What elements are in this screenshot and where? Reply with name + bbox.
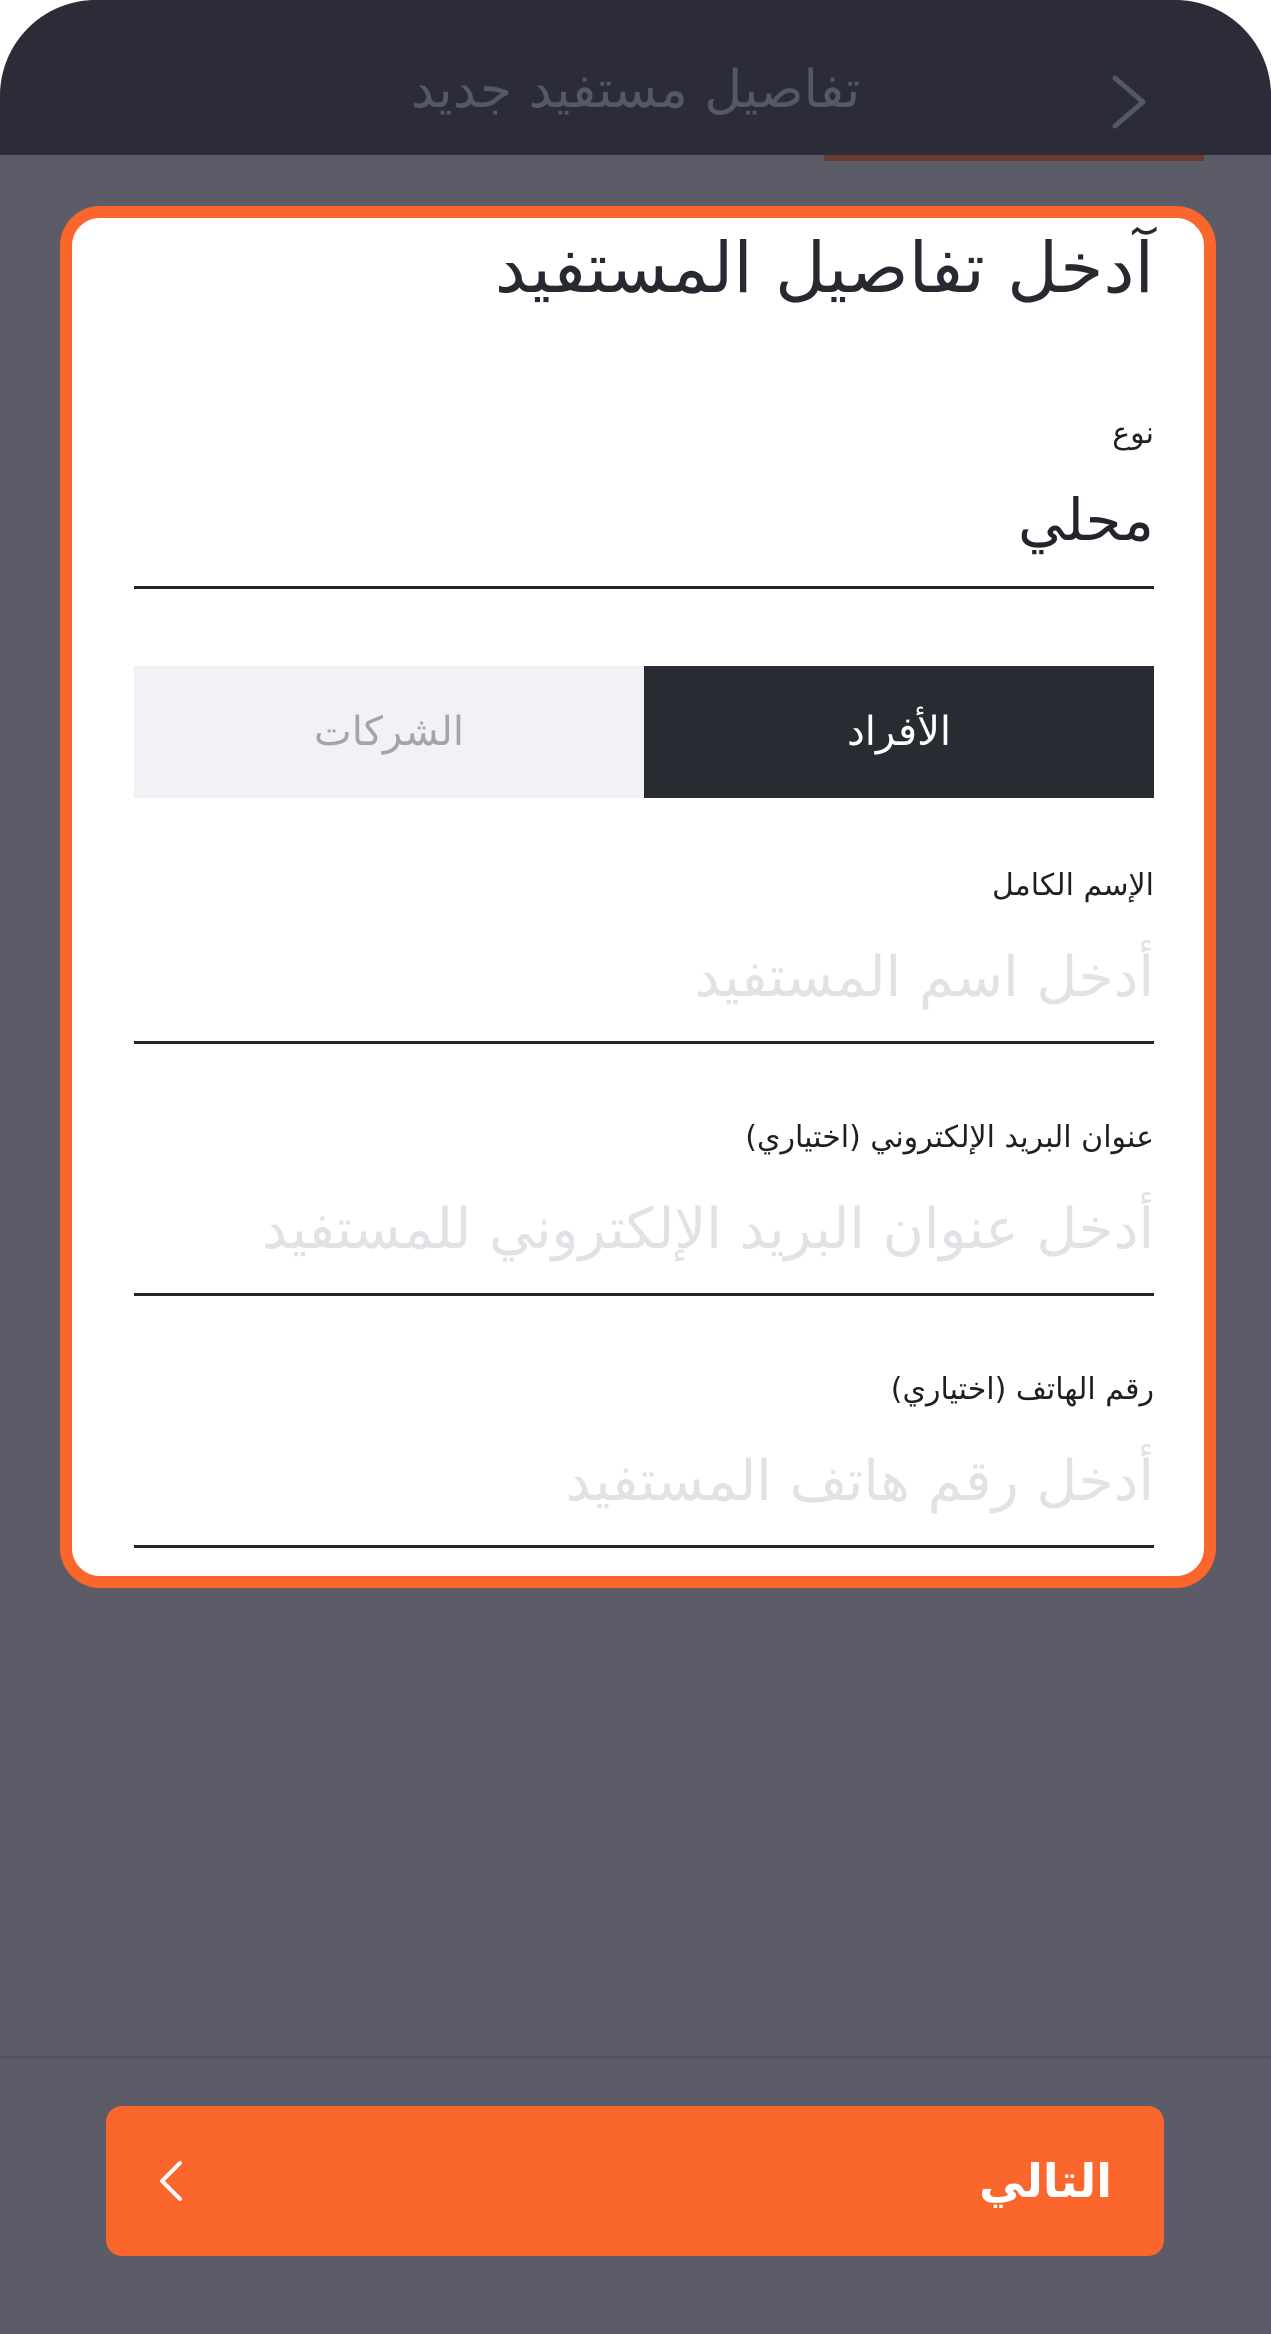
type-label: نوع [1112, 416, 1154, 451]
chevron-right-icon[interactable] [1105, 72, 1153, 132]
beneficiary-details-card [60, 206, 1216, 1588]
email-underline [134, 1293, 1154, 1296]
email-input[interactable]: أدخل عنوان البريد الإلكتروني للمستفيد [261, 1197, 1154, 1262]
segment-companies[interactable]: الشركات [134, 666, 644, 798]
phone-input[interactable]: أدخل رقم هاتف المستفيد [565, 1449, 1154, 1514]
phone-underline [134, 1545, 1154, 1548]
top-app-bar [0, 0, 1271, 155]
full-name-underline [134, 1041, 1154, 1044]
next-button[interactable] [106, 2106, 1164, 2256]
beneficiary-category-toggle [134, 666, 1154, 798]
form-heading: آدخل تفاصيل المستفيد [494, 227, 1154, 309]
email-label: عنوان البريد الإلكتروني (اختياري) [745, 1120, 1154, 1155]
phone-label: رقم الهاتف (اختياري) [890, 1372, 1154, 1407]
segment-individuals[interactable]: الأفراد [644, 666, 1154, 798]
footer-divider [0, 2056, 1271, 2059]
next-button-label: التالي [979, 2154, 1112, 2208]
full-name-input[interactable]: أدخل اسم المستفيد [694, 945, 1154, 1010]
type-underline [134, 586, 1154, 589]
chevron-left-icon [156, 2157, 186, 2205]
type-select[interactable]: محلي [1017, 486, 1154, 554]
full-name-label: الإسم الكامل [991, 868, 1154, 903]
screen-title: تفاصيل مستفيد جديد [410, 60, 861, 120]
